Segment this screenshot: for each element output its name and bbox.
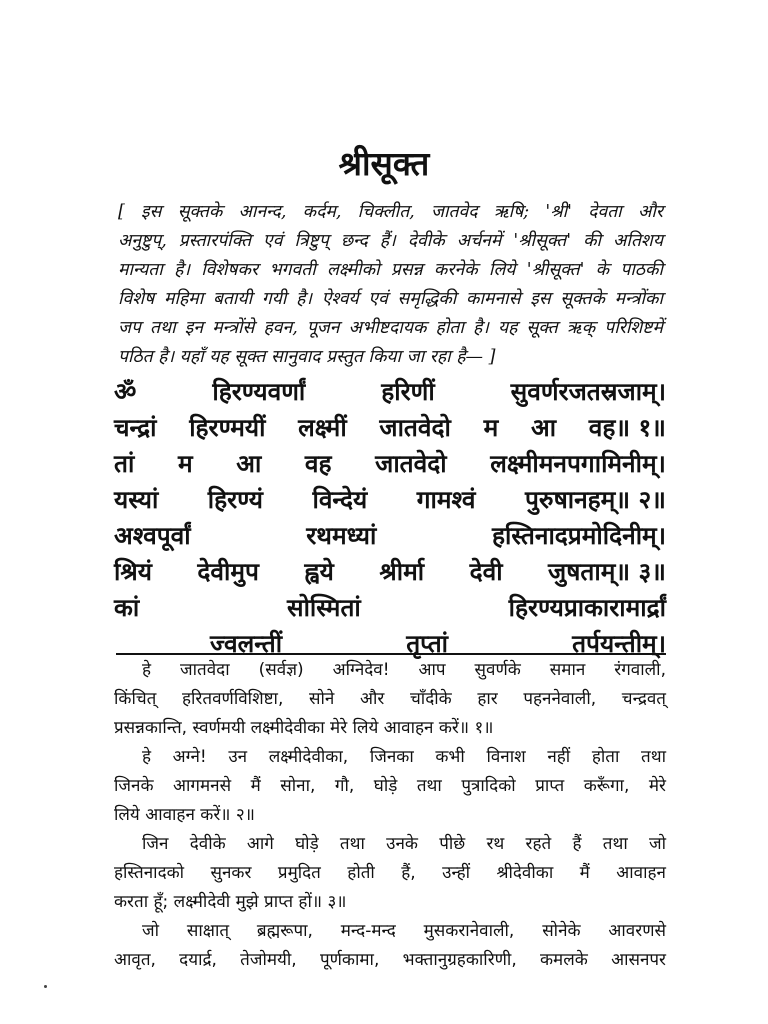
verse-word: चन्द्रां	[114, 413, 157, 442]
verse-word: तर्पयन्तीम्।	[572, 629, 666, 658]
verse-line	[114, 518, 666, 554]
verse-word: हरिणीं	[381, 377, 435, 406]
translation-line: किंचित् हरितवर्णविशिष्टा, सोने और चाँदीके हार पहननेवाली, चन्द्रवत्	[114, 689, 666, 709]
verse-word: जुषताम्॥ ३॥	[548, 557, 666, 586]
intro-line: अनुष्टुप्, प्रस्तारपंक्ति एवं त्रिष्टुप् छन्द हैं। देवीके अर्चनमें 'श्रीसूक्त' की अतिशय	[118, 231, 663, 251]
verse-word: ॐ	[114, 377, 137, 406]
verse-line	[114, 410, 666, 446]
hindi-translation	[114, 656, 666, 975]
translation-line: हे अग्ने! उन लक्ष्मीदेवीका, जिनका कभी विनाश नहीं होता तथा	[142, 747, 666, 767]
translation-paragraph	[114, 917, 666, 975]
section-divider	[116, 653, 666, 655]
verse-word: विन्देयं	[312, 485, 368, 514]
verse-line	[114, 590, 666, 626]
sanskrit-verses	[114, 374, 666, 662]
verse-word: अश्वपूर्वां	[114, 521, 191, 550]
verse-line	[114, 374, 666, 410]
verse-word: तृप्तां	[406, 629, 449, 658]
verse-word: म	[177, 449, 193, 478]
verse-word: जातवेदो	[379, 413, 451, 442]
verse-word: गामश्वं	[416, 485, 476, 514]
translation-line: हे जातवेदा (सर्वज्ञ) अग्निदेव! आप सुवर्णके समान रंगवाली,	[142, 660, 666, 680]
verse-word: वह॥ १॥	[588, 413, 666, 442]
verse-word: श्रीर्मा	[379, 557, 425, 586]
translation-paragraph	[114, 743, 666, 830]
verse-word: हिरण्मयीं	[189, 413, 266, 442]
verse-word: सोस्मितां	[287, 593, 361, 622]
verse-word: देवी	[469, 557, 503, 586]
verse-word: श्रियं	[114, 557, 152, 586]
verse-line	[114, 446, 666, 482]
verse-word: देवीमुप	[197, 557, 259, 586]
translation-line: आवृत, दयार्द्र, तेजोमयी, पूर्णकामा, भक्तानुग्रहकारिणी, कमलके आसनपर	[114, 950, 666, 970]
translation-paragraph	[114, 656, 666, 743]
translation-line: जो साक्षात् ब्रह्मरूपा, मन्द-मन्द मुसकरानेवाली, सोनेके आवरणसे	[142, 921, 666, 941]
verse-word: म	[483, 413, 499, 442]
scan-speck	[44, 985, 47, 988]
verse-word: पुरुषानहम्॥ २॥	[525, 485, 666, 514]
verse-word: कां	[114, 593, 140, 622]
verse-word: जातवेदो	[375, 449, 447, 478]
verse-word: हिरण्यवर्णां	[212, 377, 306, 406]
verse-line	[114, 554, 666, 590]
translation-line: प्रसन्नकान्ति, स्वर्णमयी लक्ष्मीदेवीका मेरे लिये आवाहन करें॥ १॥	[114, 718, 494, 738]
intro-note	[118, 198, 663, 372]
translation-line: लिये आवाहन करें॥ २॥	[114, 805, 255, 825]
translation-line: हस्तिनादको सुनकर प्रमुदित होती हैं, उन्हीं श्रीदेवीका मैं आवाहन	[114, 863, 666, 883]
verse-line	[114, 482, 666, 518]
page-title: श्रीसूक्त	[338, 144, 430, 183]
verse-word: ह्वये	[304, 557, 334, 586]
intro-line: विशेष महिमा बतायी गयी है। ऐश्वर्य एवं समृद्धिकी कामनासे इस सूक्तके मन्त्रोंका	[118, 289, 663, 309]
verse-word: यस्यां	[114, 485, 159, 514]
intro-line: पठित है। यहाँ यह सूक्त सानुवाद प्रस्तुत किया जा रहा है— ]	[118, 347, 496, 367]
verse-word: लक्ष्मीमनपगामिनीम्।	[490, 449, 666, 478]
verse-word: हिरण्यप्राकारामार्द्रां	[508, 593, 666, 622]
verse-word: आ	[236, 449, 262, 478]
verse-word: लक्ष्मीं	[298, 413, 347, 442]
translation-line: करता हूँ; लक्ष्मीदेवी मुझे प्राप्त हों॥ ३॥	[114, 892, 347, 912]
intro-line: जप तथा इन मन्त्रोंसे हवन, पूजन अभीष्टदायक होता है। यह सूक्त ऋक् परिशिष्टमें	[118, 318, 663, 338]
verse-word: हस्तिनादप्रमोदिनीम्।	[492, 521, 666, 550]
verse-word: रथमध्यां	[306, 521, 377, 550]
verse-word: हिरण्यं	[207, 485, 263, 514]
verse-word: सुवर्णरजतस्रजाम्।	[510, 377, 666, 406]
verse-word: वह	[304, 449, 332, 478]
translation-line: जिनके आगमनसे मैं सोना, गौ, घोड़े तथा पुत्रादिको प्राप्त करूँगा, मेरे	[114, 776, 666, 796]
translation-line: जिन देवीके आगे घोड़े तथा उनके पीछे रथ रहते हैं तथा जो	[142, 834, 666, 854]
intro-line: [ इस सूक्तके आनन्द, कर्दम, चिक्लीत, जातवेद ऋषि; 'श्री' देवता और	[118, 202, 663, 222]
verse-word: ज्वलन्तीं	[210, 629, 283, 658]
translation-paragraph	[114, 830, 666, 917]
verse-word: तां	[114, 449, 135, 478]
intro-line: मान्यता है। विशेषकर भगवती लक्ष्मीको प्रसन्न करनेके लिये 'श्रीसूक्त' के पाठकी	[118, 260, 663, 280]
verse-word: आ	[530, 413, 556, 442]
